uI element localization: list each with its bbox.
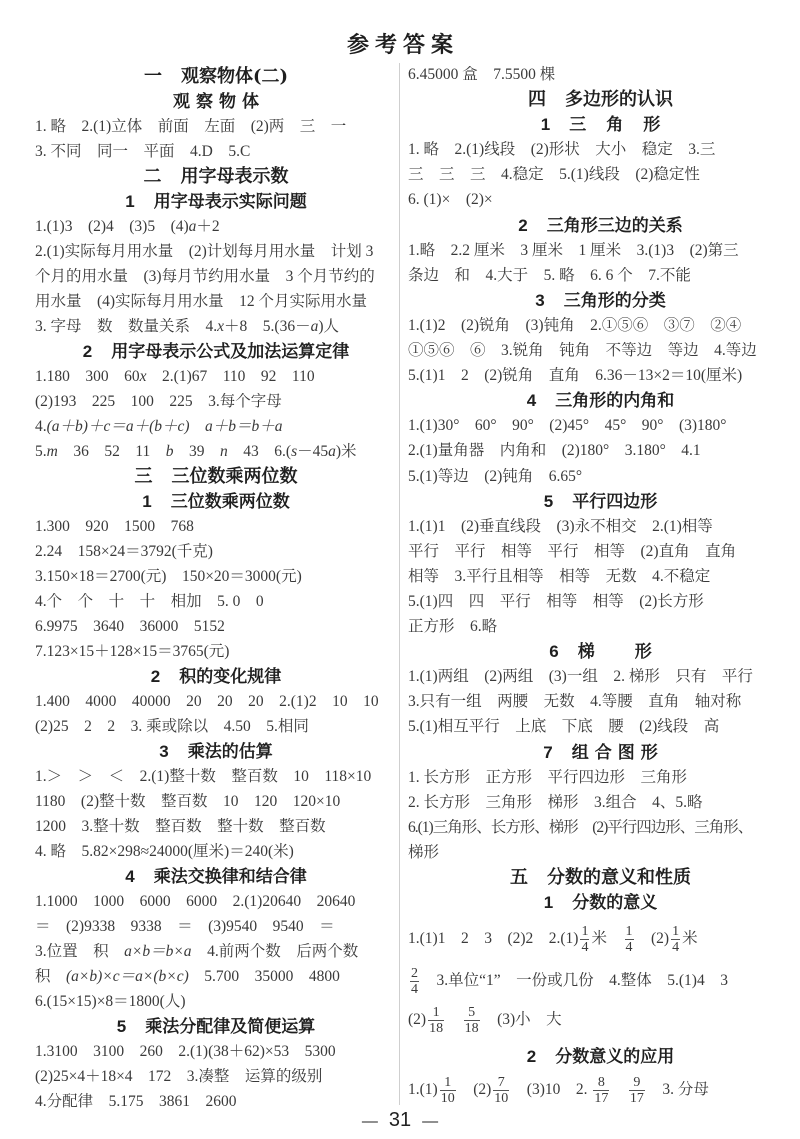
answer-line: ①⑤⑥ ⑥ 3.锐角 钝角 不等边 等边 4.等边 (408, 342, 757, 360)
answer-line: 2. 长方形 三角形 梯形 3.组合 4、5.略 (408, 793, 703, 811)
chapter-number: 五 (510, 867, 528, 888)
variable: a (188, 217, 197, 235)
answer-line: 5.(1)四 四 平行 相等 相等 (2)长方形 (408, 592, 704, 610)
section-heading (408, 288, 793, 313)
section-heading (408, 890, 793, 915)
answer-line (408, 915, 793, 962)
fraction (629, 1075, 645, 1106)
answer-line: 4. 略 5.82×298≈24000(厘米)＝240(米) (35, 842, 294, 860)
answer-line: 2.(1)量角器 内角和 (2)180° 3.180° 4.1 (408, 442, 701, 460)
formula: (a＋b)＋c＝a＋(b＋c) a＋b＝b＋a (46, 417, 283, 435)
section-title: 乘法交换律和结合律 (153, 866, 307, 886)
answer-text: 4.前两个数 后两个数 (191, 942, 359, 960)
answer-line: 1.(1)2 (2)锐角 (3)钝角 2.①⑤⑥ ③⑦ ②④ (408, 316, 742, 334)
answer-line: 3. 不同 同一 平面 4.D 5.C (35, 142, 251, 160)
answer-line: 1.＞ ＞ ＜ 2.(1)整十数 整百数 10 118×10 (35, 767, 372, 785)
answer-text: (3)10 2. (511, 1081, 592, 1099)
fraction (671, 924, 680, 955)
answer-text: (2) (457, 1081, 492, 1099)
answer-line (35, 364, 397, 389)
section-title: 三角形的内角和 (555, 391, 675, 411)
answer-line: (2)25 2 2 3. 乘或除以 4.50 5.相同 (35, 717, 309, 735)
answer-text: 3. 字母 数 数量关系 4. (35, 317, 218, 335)
answer-line (408, 1073, 793, 1107)
chapter-number: 四 (528, 89, 546, 111)
section-title: 三角形三边的关系 (546, 215, 683, 235)
answer-text (611, 1081, 627, 1098)
fraction (410, 966, 419, 997)
section-number: 5 (543, 491, 554, 511)
answer-line: 2.24 158×24＝3792(千克) (35, 542, 213, 560)
answer-text: 1.(1)1 2 3 (2)2 2.(1) (408, 930, 579, 948)
fraction-numerator: 9 (629, 1075, 645, 1091)
formula: (a×b)×c＝a×(b×c) (66, 967, 189, 985)
answer-line: (2)193 225 100 225 3.每个字母 (35, 392, 282, 410)
answer-line: 1.1000 1000 6000 6000 2.(1)20640 20640 (35, 892, 356, 910)
section-number: 6 (549, 642, 559, 662)
chapter-title: 分数的意义和性质 (547, 867, 691, 888)
chapter-title: 多边形的认识 (565, 89, 673, 111)
variable: m (46, 442, 58, 460)
section-title: 乘法分配律及简便运算 (145, 1016, 316, 1036)
answer-text: 5. (35, 442, 47, 460)
answer-line: 正方形 6.略 (408, 618, 498, 636)
answer-line (35, 964, 397, 989)
answer-line: 1.略 2.2 厘米 3 厘米 1 厘米 3.(1)3 (2)第三 (408, 241, 739, 259)
answer-line: 6.9975 3640 36000 5152 (35, 617, 225, 635)
answer-line: 3.150×18＝2700(元) 150×20＝3000(元) (35, 567, 302, 585)
section-title: 三角形的分类 (563, 290, 666, 310)
column-divider (399, 63, 400, 1105)
fraction-numerator: 1 (672, 924, 680, 940)
answer-line: 5.(1)等边 (2)钝角 6.65° (408, 467, 583, 485)
answer-text: )人 (318, 317, 339, 335)
section-heading (35, 739, 397, 764)
chapter-heading (35, 164, 397, 189)
answer-text: 39 (173, 442, 221, 460)
variable: b (165, 442, 174, 460)
answer-text: (3)小 大 (481, 1011, 562, 1029)
answer-line: 平行 平行 相等 平行 相等 (2)直角 直角 (408, 542, 737, 560)
fraction-numerator: 5 (464, 1005, 480, 1021)
page-title: 参考答案 (346, 32, 459, 58)
answer-line: 三 三 三 4.稳定 5.(1)线段 (2)稳定性 (408, 166, 700, 184)
answer-line: 梯形 (408, 843, 440, 861)
answer-text: ＋2 (196, 217, 220, 235)
answer-text: 积 (35, 967, 67, 985)
fraction-numerator: 1 (440, 1075, 456, 1091)
answer-line (35, 939, 397, 964)
answer-line: 1.(1)30° 60° 90° (2)45° 45° 90° (3)180° (408, 417, 727, 435)
dash-right: — (422, 1113, 439, 1130)
chapter-heading (35, 64, 397, 89)
fraction-denominator: 18 (429, 1021, 444, 1037)
section-heading (35, 1014, 397, 1039)
section-number: 1 (125, 191, 135, 211)
page-number-value: 31 (388, 1109, 412, 1131)
chapter-heading (35, 464, 397, 489)
answer-line: 5.(1)相互平行 上底 下底 腰 (2)线段 高 (408, 718, 720, 736)
answer-text: －45 (297, 442, 329, 460)
answer-line (35, 214, 397, 239)
answer-text: 3.单位“1” 一份或几份 4.整体 5.(1)4 3 (421, 972, 728, 990)
fraction-denominator: 4 (625, 940, 633, 956)
answer-line: 6. (1)× (2)× (408, 191, 493, 209)
section-title: 积的变化规律 (179, 666, 282, 686)
answer-text: 3.位置 积 (35, 942, 125, 960)
fraction (440, 1075, 456, 1106)
section-number: 3 (535, 290, 545, 310)
chapter-title: 用字母表示数 (180, 165, 289, 187)
answer-line (35, 414, 397, 439)
answer-text: 1.(1)3 (2)4 (3)5 (4) (35, 217, 189, 235)
fraction-denominator: 17 (629, 1091, 644, 1107)
answer-text: 2.(1)67 110 92 110 (146, 367, 315, 385)
fraction-denominator: 10 (494, 1091, 509, 1107)
section-title: 分数意义的应用 (555, 1047, 675, 1067)
answer-line: 6.(1)三角形、长方形、梯形 (2)平行四边形、三角形、 (408, 818, 753, 836)
fraction-denominator: 17 (594, 1091, 609, 1107)
section-title: 组合图形 (571, 742, 664, 762)
answer-line: 相等 3.平行且相等 相等 无数 4.不稳定 (408, 567, 711, 585)
fraction-numerator: 1 (428, 1005, 444, 1021)
section-heading (35, 339, 397, 364)
fraction (493, 1075, 509, 1106)
fraction (593, 1075, 609, 1106)
right-column (408, 62, 793, 1107)
answer-line: 1. 长方形 正方形 平行四边形 三角形 (408, 768, 688, 786)
answer-line (35, 439, 397, 464)
section-heading (408, 489, 793, 514)
section-title: 分数的意义 (572, 893, 658, 913)
section-heading (35, 664, 397, 689)
section-heading (408, 1040, 793, 1073)
answer-line: (2)25×4＋18×4 172 3.凑整 运算的级别 (35, 1067, 323, 1085)
chapter-heading (408, 865, 793, 890)
answer-line: 条边 和 4.大于 5. 略 6. 6 个 7.不能 (408, 266, 691, 284)
section-heading (408, 639, 793, 664)
answer-text: (2) (408, 1011, 427, 1029)
answer-line: 2.(1)实际每月用水量 (2)计划每月用水量 计划 3 (35, 242, 374, 260)
answer-line: 6.45000 盒 7.5500 棵 (408, 66, 556, 83)
answer-line: 4.分配律 5.175 3861 2600 (35, 1092, 237, 1110)
variable: x (217, 317, 225, 335)
answer-line: 1200 3.整十数 整百数 整十数 整百数 (35, 817, 326, 835)
answer-text: 米 (682, 930, 698, 948)
answer-line: 1. 略 2.(1)线段 (2)形状 大小 稳定 3.三 (408, 141, 716, 159)
fraction-denominator: 4 (411, 982, 418, 998)
fraction-numerator: 7 (493, 1075, 509, 1091)
section-heading (408, 740, 793, 765)
answer-text (446, 1011, 462, 1028)
section-number: 3 (159, 741, 169, 761)
answer-line: 用水量 (4)实际每月用水量 12 个月实际用水量 (35, 292, 367, 310)
variable: s (291, 442, 298, 460)
answer-line: 1. 略 2.(1)立体 前面 左面 (2)两 三 一 (35, 117, 347, 135)
fraction (464, 1005, 480, 1036)
chapter-title: 三位数乘两位数 (171, 465, 298, 487)
answer-text: 米 (591, 930, 623, 948)
answer-line: 6.(15×15)×8＝1800(人) (35, 992, 186, 1010)
answer-line: ＝ (2)9338 9338 ＝ (3)9540 9540 ＝ (35, 917, 335, 935)
section-number: 2 (82, 341, 93, 361)
variable: x (139, 367, 147, 385)
fraction (428, 1005, 444, 1036)
fraction-numerator: 2 (411, 966, 418, 982)
chapter-number: 三 (134, 465, 153, 487)
answer-text: ＋8 5.(36－ (224, 317, 311, 335)
answer-text: (2) (635, 930, 670, 948)
chapter-number: 二 (143, 165, 162, 187)
section-title: 乘法的估算 (187, 741, 273, 761)
section-number: 1 (540, 115, 551, 135)
answer-line: 个月的用水量 (3)每月节约用水量 3 个月节约的 (35, 267, 375, 285)
answer-text: )米 (335, 442, 357, 460)
answer-text: 4. (35, 417, 47, 435)
section-title: 用字母表示实际问题 (153, 191, 307, 211)
section-heading (408, 213, 793, 238)
answer-text: 1.(1) (408, 1081, 438, 1099)
section-number: 2 (526, 1047, 537, 1067)
section-heading (35, 189, 397, 214)
formula: a×b＝b×a (124, 942, 192, 960)
answer-line (408, 1000, 793, 1040)
answer-line (408, 962, 793, 1000)
section-number: 4 (125, 866, 135, 886)
page-number (0, 1109, 800, 1133)
section-title: 三位数乘两位数 (170, 491, 290, 511)
variable: a (328, 442, 336, 460)
section-number: 2 (518, 215, 528, 235)
fraction-denominator: 18 (464, 1021, 479, 1037)
answer-line: 5.(1)1 2 (2)锐角 直角 6.36－13×2＝10(厘米) (408, 367, 743, 385)
fraction-denominator: 4 (672, 940, 680, 956)
fraction (580, 924, 589, 955)
section-title: 三角形 (569, 115, 681, 135)
answer-line: 1.300 920 1500 768 (35, 517, 194, 535)
section-heading (35, 864, 397, 889)
section-number: 7 (543, 742, 553, 762)
answer-text: 1.180 300 60 (35, 367, 140, 385)
answer-text: 43 6.( (227, 442, 292, 460)
chapter-heading (408, 87, 793, 112)
answer-line: 3.只有一组 两腰 无数 4.等腰 直角 轴对称 (408, 693, 742, 711)
fraction-denominator: 4 (581, 940, 589, 956)
section-number: 1 (142, 491, 152, 511)
section-heading (408, 112, 793, 137)
variable: n (220, 442, 228, 460)
answer-line (35, 314, 397, 339)
section-heading (35, 489, 397, 514)
answer-line: 4.个 个 十 十 相加 5. 0 0 (35, 592, 264, 610)
fraction-numerator: 1 (581, 924, 589, 940)
fraction (625, 924, 634, 955)
section-title: 平行四边形 (572, 491, 658, 511)
fraction-numerator: 1 (625, 924, 633, 940)
answer-line: 1.400 4000 40000 20 20 20 2.(1)2 10 10 (35, 692, 379, 710)
left-column (35, 64, 397, 1114)
section-title: 观察物体 (173, 91, 265, 111)
section-title: 用字母表示公式及加法运算定律 (111, 341, 350, 361)
section-number: 1 (543, 893, 554, 913)
fraction-numerator: 8 (593, 1075, 609, 1091)
dash-left: — (361, 1113, 378, 1130)
variable: a (310, 317, 319, 335)
answer-text: 5.700 35000 4800 (188, 967, 340, 985)
answer-text: 36 52 11 (57, 442, 166, 460)
answer-line: 1.3100 3100 260 2.(1)(38＋62)×53 5300 (35, 1042, 336, 1060)
section-title: 梯形 (577, 642, 692, 662)
answer-line: 1180 (2)整十数 整百数 10 120 120×10 (35, 792, 341, 810)
fraction-denominator: 10 (440, 1091, 455, 1107)
section-number: 5 (116, 1016, 127, 1036)
answer-line: 1.(1)两组 (2)两组 (3)一组 2. 梯形 只有 平行 (408, 668, 753, 686)
section-number: 4 (526, 391, 537, 411)
answer-line: 1.(1)1 (2)垂直线段 (3)永不相交 2.(1)相等 (408, 517, 713, 535)
section-number: 2 (150, 666, 161, 686)
chapter-title: 观察物体(二) (180, 65, 289, 87)
answer-line: 7.123×15＋128×15＝3765(元) (35, 642, 230, 660)
section-heading (408, 388, 793, 413)
chapter-number: 一 (143, 65, 162, 87)
answer-text: 3. 分母 (646, 1081, 709, 1099)
section-heading (35, 89, 397, 114)
